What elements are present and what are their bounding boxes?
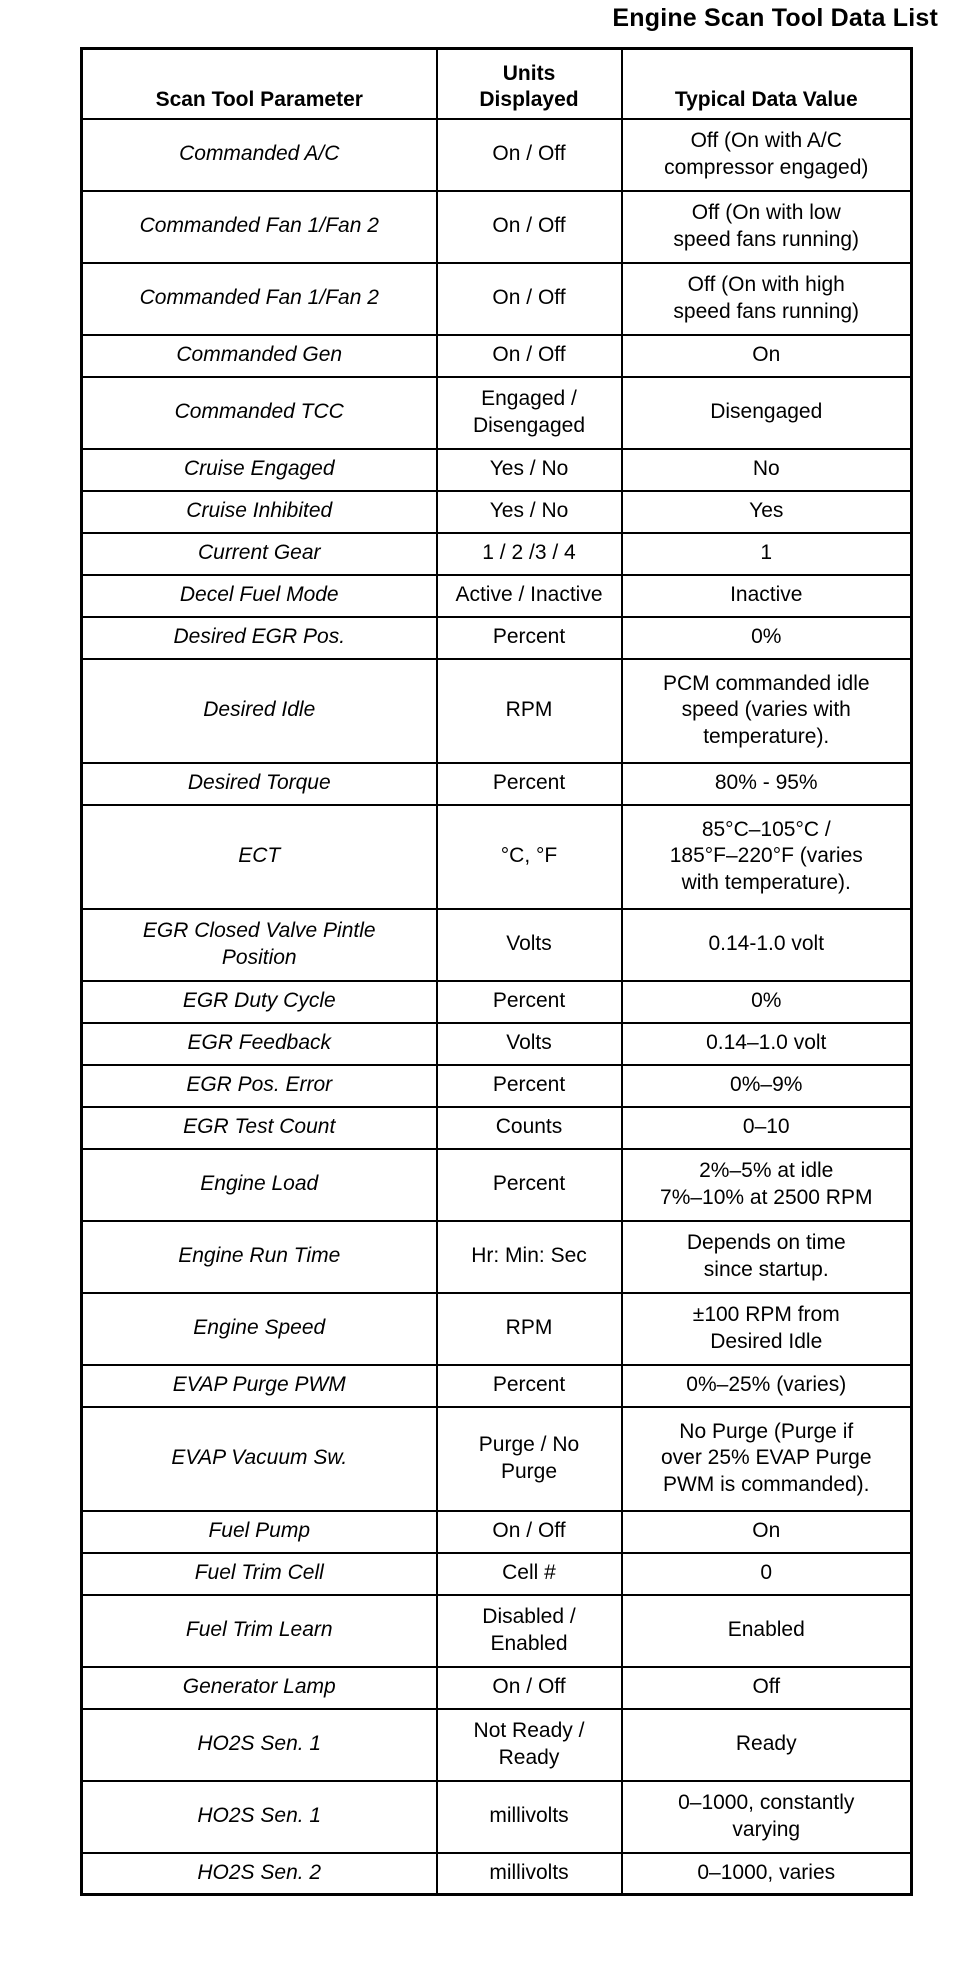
table-row	[82, 263, 912, 335]
parameter-cell-line: Fuel Pump	[208, 1519, 311, 1543]
typical-value-cell-line: PWM is commanded).	[662, 1472, 870, 1496]
typical-value-cell-line: over 25% EVAP Purge	[660, 1446, 872, 1470]
parameter-cell	[82, 617, 437, 659]
table-row	[82, 1107, 912, 1149]
typical-value-cell-line: 0.14–1.0 volt	[706, 1031, 827, 1055]
typical-value-cell	[622, 1709, 912, 1781]
typical-value-cell-line: 80% - 95%	[714, 771, 818, 795]
units-cell	[437, 805, 622, 909]
units-cell-line: On / Off	[492, 343, 566, 367]
typical-value-cell-line: 1	[760, 541, 773, 565]
typical-value-cell-line: 185°F–220°F (varies	[669, 844, 863, 868]
parameter-cell	[82, 1667, 437, 1709]
typical-value-cell	[622, 1107, 912, 1149]
typical-value-cell-line: No	[752, 457, 780, 481]
units-cell-line: millivolts	[489, 1861, 569, 1885]
typical-value-cell-line: compressor engaged)	[664, 155, 869, 179]
parameter-cell	[82, 763, 437, 805]
typical-value-cell	[622, 1293, 912, 1365]
parameter-cell	[82, 1595, 437, 1667]
units-cell-line: On / Off	[492, 1675, 566, 1699]
units-cell-line: On / Off	[492, 214, 566, 238]
typical-value-cell-line: Ready	[735, 1732, 797, 1756]
column-header-parameter: Scan Tool Parameter	[82, 49, 437, 119]
units-cell-line: Disabled /	[482, 1605, 576, 1629]
typical-value-cell	[622, 763, 912, 805]
typical-value-cell	[622, 1511, 912, 1553]
units-cell-line: Active / Inactive	[455, 583, 603, 607]
units-cell-line: Percent	[492, 989, 566, 1013]
typical-value-cell	[622, 191, 912, 263]
column-header-units-line: Displayed	[479, 88, 579, 112]
units-cell-line: Enabled	[490, 1631, 568, 1655]
units-cell-line: Yes / No	[489, 499, 569, 523]
units-cell	[437, 763, 622, 805]
parameter-cell-line: HO2S Sen. 2	[197, 1861, 322, 1885]
table-row	[82, 1065, 912, 1107]
units-cell-line: 1 / 2 /3 / 4	[482, 541, 576, 565]
table-row	[82, 763, 912, 805]
typical-value-cell	[622, 1023, 912, 1065]
column-header-value: Typical Data Value	[622, 49, 912, 119]
typical-value-cell-line: speed fans running)	[673, 299, 860, 323]
units-cell	[437, 1149, 622, 1221]
parameter-cell-line: Desired Torque	[187, 771, 331, 795]
units-cell	[437, 1553, 622, 1595]
typical-value-cell	[622, 263, 912, 335]
typical-value-cell-line: On	[752, 1519, 781, 1543]
typical-value-cell-line: 0%–9%	[730, 1073, 803, 1097]
parameter-cell	[82, 1853, 437, 1895]
typical-value-cell-line: 0.14-1.0 volt	[708, 932, 825, 956]
parameter-cell-line: Engine Run Time	[178, 1244, 341, 1268]
parameter-cell	[82, 377, 437, 449]
table-row	[82, 1407, 912, 1511]
parameter-cell	[82, 659, 437, 763]
parameter-cell-line: Position	[221, 945, 297, 969]
parameter-cell	[82, 1149, 437, 1221]
table-row	[82, 335, 912, 377]
typical-value-cell-line: Enabled	[727, 1618, 805, 1642]
parameter-cell-line: Commanded Gen	[176, 343, 343, 367]
table-row	[82, 191, 912, 263]
units-cell	[437, 533, 622, 575]
table-row	[82, 449, 912, 491]
parameter-cell	[82, 1293, 437, 1365]
units-cell	[437, 659, 622, 763]
typical-value-cell	[622, 1149, 912, 1221]
units-cell-line: Percent	[492, 1373, 566, 1397]
typical-value-cell-line: 0–1000, varies	[697, 1861, 836, 1885]
units-cell-line: Disengaged	[472, 413, 586, 437]
typical-value-cell-line: temperature).	[703, 724, 830, 748]
typical-value-cell-line: speed fans running)	[673, 227, 860, 251]
typical-value-cell-line: 0–1000, constantly	[678, 1791, 855, 1815]
units-cell	[437, 909, 622, 981]
parameter-cell	[82, 1709, 437, 1781]
units-cell	[437, 1221, 622, 1293]
typical-value-cell	[622, 1667, 912, 1709]
units-cell	[437, 1667, 622, 1709]
units-cell-line: Ready	[498, 1745, 560, 1769]
parameter-cell-line: Commanded TCC	[174, 400, 344, 424]
typical-value-cell-line: Off (On with A/C	[690, 129, 842, 153]
parameter-cell	[82, 533, 437, 575]
parameter-cell-line: ECT	[238, 844, 281, 868]
parameter-cell-line: Engine Load	[200, 1172, 319, 1196]
units-cell	[437, 1023, 622, 1065]
units-cell-line: Volts	[506, 1031, 552, 1055]
typical-value-cell-line: Yes	[749, 499, 784, 523]
parameter-cell	[82, 1365, 437, 1407]
typical-value-cell-line: speed (varies with	[681, 698, 851, 722]
typical-value-cell	[622, 1407, 912, 1511]
typical-value-cell-line: 0	[760, 1561, 773, 1585]
parameter-cell-line: EGR Closed Valve Pintle	[142, 919, 376, 943]
typical-value-cell	[622, 1853, 912, 1895]
typical-value-cell	[622, 1595, 912, 1667]
typical-value-cell	[622, 805, 912, 909]
typical-value-cell	[622, 575, 912, 617]
parameter-cell-line: EVAP Vacuum Sw.	[171, 1446, 348, 1470]
parameter-cell-line: Decel Fuel Mode	[179, 583, 339, 607]
units-cell-line: Percent	[492, 1172, 566, 1196]
parameter-cell	[82, 1065, 437, 1107]
typical-value-cell-line: PCM commanded idle	[662, 672, 870, 696]
units-cell	[437, 1293, 622, 1365]
typical-value-cell-line: 2%–5% at idle	[699, 1159, 834, 1183]
table-row	[82, 1511, 912, 1553]
parameter-cell	[82, 119, 437, 191]
table-row	[82, 1709, 912, 1781]
units-cell-line: Percent	[492, 1073, 566, 1097]
parameter-cell-line: Cruise Engaged	[183, 457, 335, 481]
units-cell-line: Purge / No	[478, 1433, 580, 1457]
typical-value-cell-line: 85°C–105°C /	[701, 818, 831, 842]
typical-value-cell	[622, 909, 912, 981]
units-cell-line: RPM	[505, 698, 553, 722]
parameter-cell	[82, 491, 437, 533]
units-cell-line: Purge	[500, 1459, 558, 1483]
parameter-cell-line: Fuel Trim Cell	[194, 1561, 324, 1585]
units-cell-line: Engaged /	[481, 387, 577, 411]
table-row	[82, 377, 912, 449]
column-header-units	[437, 49, 622, 119]
units-cell-line: °C, °F	[500, 844, 558, 868]
parameter-cell	[82, 909, 437, 981]
units-cell	[437, 575, 622, 617]
parameter-cell-line: Commanded Fan 1/Fan 2	[139, 286, 379, 310]
scan-data-table	[80, 47, 913, 1896]
units-cell-line: Volts	[506, 932, 552, 956]
typical-value-cell	[622, 335, 912, 377]
table-row	[82, 1221, 912, 1293]
typical-value-cell-line: 0%	[751, 989, 782, 1013]
column-header-units-line: Units	[502, 62, 556, 85]
parameter-cell-line: EGR Feedback	[187, 1031, 332, 1055]
units-cell	[437, 377, 622, 449]
typical-value-cell-line: with temperature).	[681, 870, 851, 894]
typical-value-cell-line: since startup.	[703, 1257, 829, 1281]
parameter-cell-line: Cruise Inhibited	[186, 499, 333, 523]
typical-value-cell-line: Disengaged	[710, 400, 823, 424]
parameter-cell	[82, 263, 437, 335]
parameter-cell-line: Current Gear	[197, 541, 321, 565]
parameter-cell-line: Desired EGR Pos.	[173, 625, 346, 649]
typical-value-cell-line: 0%	[751, 625, 782, 649]
typical-value-cell-line: Inactive	[730, 583, 803, 607]
typical-value-cell	[622, 491, 912, 533]
units-cell	[437, 1065, 622, 1107]
table-row	[82, 1149, 912, 1221]
parameter-cell-line: HO2S Sen. 1	[197, 1732, 322, 1756]
units-cell	[437, 1595, 622, 1667]
table-row	[82, 1365, 912, 1407]
typical-value-cell-line: Off (On with low	[691, 201, 841, 225]
units-cell-line: Counts	[495, 1115, 563, 1139]
table-row	[82, 575, 912, 617]
units-cell	[437, 1107, 622, 1149]
parameter-cell	[82, 1511, 437, 1553]
parameter-cell	[82, 805, 437, 909]
parameter-cell-line: Fuel Trim Learn	[185, 1618, 333, 1642]
typical-value-cell-line: ±100 RPM from	[692, 1303, 840, 1327]
typical-value-cell	[622, 119, 912, 191]
units-cell	[437, 617, 622, 659]
table-row	[82, 1553, 912, 1595]
parameter-cell	[82, 191, 437, 263]
table-row	[82, 1667, 912, 1709]
units-cell-line: millivolts	[489, 1804, 569, 1828]
parameter-cell-line: EGR Duty Cycle	[182, 989, 336, 1013]
units-cell-line: RPM	[505, 1316, 553, 1340]
parameter-cell	[82, 335, 437, 377]
typical-value-cell	[622, 981, 912, 1023]
typical-value-cell-line: 0–10	[742, 1115, 790, 1139]
parameter-cell	[82, 449, 437, 491]
units-cell-line: Yes / No	[489, 457, 569, 481]
table-body	[82, 119, 912, 1895]
table-row	[82, 981, 912, 1023]
typical-value-cell	[622, 377, 912, 449]
typical-value-cell	[622, 1365, 912, 1407]
typical-value-cell-line: Off (On with high	[687, 273, 845, 297]
typical-value-cell-line: varying	[732, 1817, 801, 1841]
units-cell-line: On / Off	[492, 1519, 566, 1543]
table-row	[82, 1781, 912, 1853]
typical-value-cell	[622, 659, 912, 763]
parameter-cell-line: EVAP Purge PWM	[172, 1373, 346, 1397]
parameter-cell	[82, 1023, 437, 1065]
parameter-cell-line: EGR Pos. Error	[186, 1073, 333, 1097]
typical-value-cell-line: Off	[752, 1675, 781, 1699]
units-cell	[437, 1511, 622, 1553]
units-cell	[437, 981, 622, 1023]
typical-value-cell	[622, 1781, 912, 1853]
parameter-cell-line: HO2S Sen. 1	[197, 1804, 322, 1828]
typical-value-cell	[622, 617, 912, 659]
parameter-cell	[82, 1553, 437, 1595]
parameter-cell-line: Generator Lamp	[182, 1675, 336, 1699]
units-cell-line: On / Off	[492, 286, 566, 310]
parameter-cell-line: EGR Test Count	[183, 1115, 336, 1139]
typical-value-cell	[622, 1221, 912, 1293]
units-cell-line: Not Ready /	[473, 1719, 585, 1743]
parameter-cell-line: Engine Speed	[193, 1316, 326, 1340]
table-row	[82, 805, 912, 909]
parameter-cell-line: Desired Idle	[203, 698, 316, 722]
units-cell	[437, 1781, 622, 1853]
units-cell	[437, 119, 622, 191]
table-row	[82, 1293, 912, 1365]
page-title: Engine Scan Tool Data List	[612, 4, 938, 32]
units-cell	[437, 335, 622, 377]
parameter-cell-line: Commanded Fan 1/Fan 2	[139, 214, 379, 238]
units-cell-line: Hr: Min: Sec	[471, 1244, 587, 1268]
header-row	[82, 49, 912, 119]
table-row	[82, 1023, 912, 1065]
table-row	[82, 909, 912, 981]
parameter-cell	[82, 1107, 437, 1149]
units-cell	[437, 191, 622, 263]
units-cell	[437, 449, 622, 491]
table-row	[82, 617, 912, 659]
typical-value-cell-line: Depends on time	[686, 1231, 846, 1255]
units-cell	[437, 1853, 622, 1895]
parameter-cell	[82, 575, 437, 617]
typical-value-cell-line: No Purge (Purge if	[679, 1420, 854, 1444]
units-cell-line: Cell #	[502, 1561, 556, 1585]
table-row	[82, 533, 912, 575]
parameter-cell-line: Commanded A/C	[179, 142, 340, 166]
units-cell-line: Percent	[492, 771, 566, 795]
parameter-cell	[82, 981, 437, 1023]
units-cell	[437, 1365, 622, 1407]
table-row	[82, 491, 912, 533]
typical-value-cell	[622, 533, 912, 575]
typical-value-cell-line: 0%–25% (varies)	[686, 1373, 847, 1397]
parameter-cell	[82, 1407, 437, 1511]
units-cell	[437, 1407, 622, 1511]
typical-value-cell-line: On	[752, 343, 781, 367]
typical-value-cell	[622, 1553, 912, 1595]
units-cell	[437, 491, 622, 533]
table-row	[82, 659, 912, 763]
typical-value-cell	[622, 449, 912, 491]
parameter-cell	[82, 1781, 437, 1853]
units-cell	[437, 263, 622, 335]
typical-value-cell	[622, 1065, 912, 1107]
table-row	[82, 1853, 912, 1895]
typical-value-cell-line: 7%–10% at 2500 RPM	[660, 1185, 873, 1209]
parameter-cell	[82, 1221, 437, 1293]
units-cell-line: Percent	[492, 625, 566, 649]
units-cell	[437, 1709, 622, 1781]
units-cell-line: On / Off	[492, 142, 566, 166]
typical-value-cell-line: Desired Idle	[710, 1329, 823, 1353]
table-row	[82, 119, 912, 191]
table-row	[82, 1595, 912, 1667]
